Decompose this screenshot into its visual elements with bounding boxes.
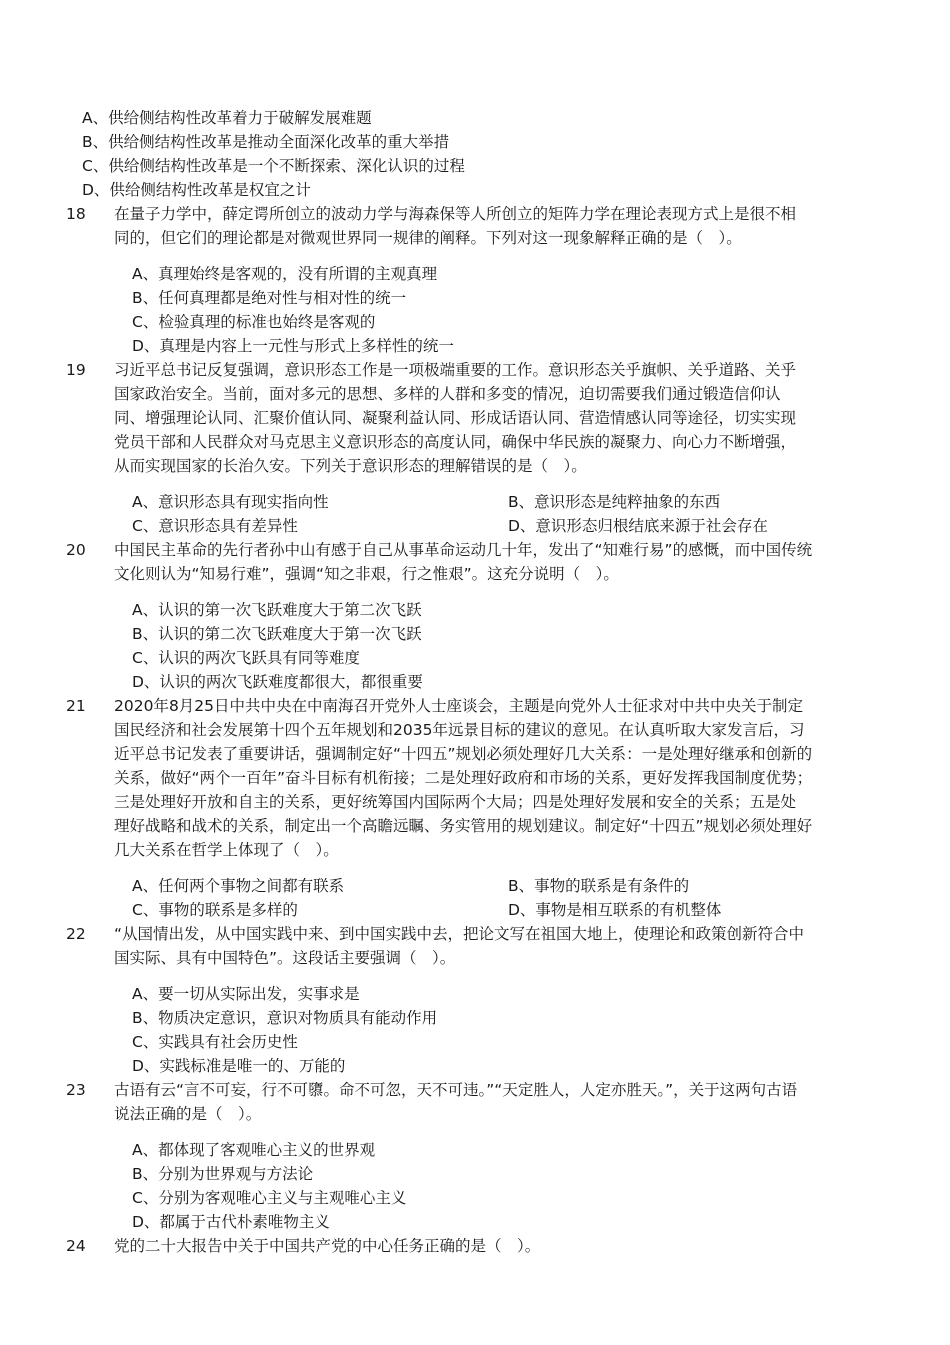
option-19-a: A、意识形态具有现实指向性 [132,493,329,511]
option-22-c: C、实践具有社会历史性 [132,1033,298,1051]
question-number: 22 [66,925,86,943]
option-19-b: B、意识形态是纯粹抽象的东西 [508,493,721,511]
question-stem-line: 说法正确的是（ ）。 [114,1105,262,1123]
question-stem-line: 三是处理好开放和自主的关系，更好统筹国内国际两个大局；四是处理好发展和安全的关系；五是处 [114,793,797,811]
question-stem-line: 2020年8月25日中共中央在中南海召开党外人士座谈会，主题是向党外人士征求对中共中央关于制定 [114,697,804,715]
question-stem-line: 国实际、具有中国特色”。这段话主要强调（ ）。 [114,949,456,967]
question-stem-line: “从国情出发，从中国实践中来、到中国实践中去，把论文写在祖国大地上，使理论和政策创新符合中 [114,925,805,943]
option-18-c: C、检验真理的标准也始终是客观的 [132,313,376,331]
option-20-b: B、认识的第二次飞跃难度大于第一次飞跃 [132,625,422,643]
question-stem-line: 古语有云“言不可妄，行不可隳。命不可忽，天不可违。”“天定胜人，人定亦胜天。”，关于这两句古语 [114,1081,798,1099]
question-number: 23 [66,1081,86,1099]
question-stem-line: 关系，做好“两个一百年”奋斗目标有机衔接；二是处理好政府和市场的关系，更好发挥我国制度优势； [114,769,813,787]
option-22-d: D、实践标准是唯一的、万能的 [132,1057,346,1075]
question-number: 18 [66,205,86,223]
question-stem-line: 党员干部和人民群众对马克思主义意识形态的高度认同，确保中华民族的凝聚力、向心力不断增强， [114,433,797,451]
option-18-b: B、任何真理都是绝对性与相对性的统一 [132,289,407,307]
question-stem-line: 近平总书记发表了重要讲话，强调制定好“十四五”规划必须处理好几大关系：一是处理好继承和创新的 [114,745,813,763]
question-stem-line: 习近平总书记反复强调，意识形态工作是一项极端重要的工作。意识形态关乎旗帜、关乎道路、关乎 [114,361,797,379]
option-20-a: A、认识的第一次飞跃难度大于第二次飞跃 [132,601,422,619]
option-23-c: C、分别为客观唯心主义与主观唯心主义 [132,1189,407,1207]
question-stem-line: 文化则认为“知易行难”，强调“知之非艰，行之惟艰”。这充分说明（ ）。 [114,565,619,583]
question-number: 20 [66,541,86,559]
option-20-d: D、认识的两次飞跃难度都很大，都很重要 [132,673,423,691]
option-18-d: D、真理是内容上一元性与形式上多样性的统一 [132,337,454,355]
question-stem-line: 国民经济和社会发展第十四个五年规划和2035年远景目标的建议的意见。在认真听取大家发言后，习 [114,721,805,739]
question-number: 24 [66,1237,86,1255]
option-21-b: B、事物的联系是有条件的 [508,877,690,895]
question-stem-line: 党的二十大报告中关于中国共产党的中心任务正确的是（ ）。 [114,1237,541,1255]
question-stem-line: 从而实现国家的长治久安。下列关于意识形态的理解错误的是（ ）。 [114,457,587,475]
option-22-b: B、物质决定意识，意识对物质具有能动作用 [132,1009,438,1027]
question-stem-line: 几大关系在哲学上体现了（ ）。 [114,841,339,859]
option-21-c: C、事物的联系是多样的 [132,901,298,919]
option-21-d: D、事物是相互联系的有机整体 [508,901,722,919]
option-17-c: C、供给侧结构性改革是一个不断探索、深化认识的过程 [82,157,465,175]
question-number: 19 [66,361,86,379]
option-17-a: A、供给侧结构性改革着力于破解发展难题 [82,109,372,127]
question-stem-line: 在量子力学中，薛定谔所创立的波动力学与海森保等人所创立的矩阵力学在理论表现方式上是很不相 [114,205,797,223]
question-stem-line: 中国民主革命的先行者孙中山有感于自己从事革命运动几十年，发出了“知难行易”的感慨，而中国传统 [114,541,813,559]
option-20-c: C、认识的两次飞跃具有同等难度 [132,649,360,667]
option-18-a: A、真理始终是客观的，没有所谓的主观真理 [132,265,438,283]
option-21-a: A、任何两个事物之间都有联系 [132,877,345,895]
option-17-b: B、供给侧结构性改革是推动全面深化改革的重大举措 [82,133,450,151]
option-17-d: D、供给侧结构性改革是权宜之计 [82,181,311,199]
option-23-a: A、都体现了客观唯心主义的世界观 [132,1141,376,1159]
option-19-d: D、意识形态归根结底来源于社会存在 [508,517,768,535]
question-stem-line: 国家政治安全。当前，面对多元的思想、多样的人群和多变的情况，迫切需要我们通过锻造信仰认 [114,385,781,403]
question-stem-line: 同的，但它们的理论都是对微观世界同一规律的阐释。下列对这一现象解释正确的是（ ）。 [114,229,742,247]
option-23-d: D、都属于古代朴素唯物主义 [132,1213,330,1231]
option-23-b: B、分别为世界观与方法论 [132,1165,314,1183]
question-stem-line: 同、增强理论认同、汇聚价值认同、凝聚利益认同、形成话语认同、营造情感认同等途径，切实实现 [114,409,797,427]
option-19-c: C、意识形态具有差异性 [132,517,298,535]
option-22-a: A、要一切从实际出发，实事求是 [132,985,360,1003]
question-number: 21 [66,697,86,715]
question-stem-line: 理好战略和战术的关系，制定出一个高瞻远瞩、务实管用的规划建议。制定好“十四五”规划必须处理好 [114,817,813,835]
